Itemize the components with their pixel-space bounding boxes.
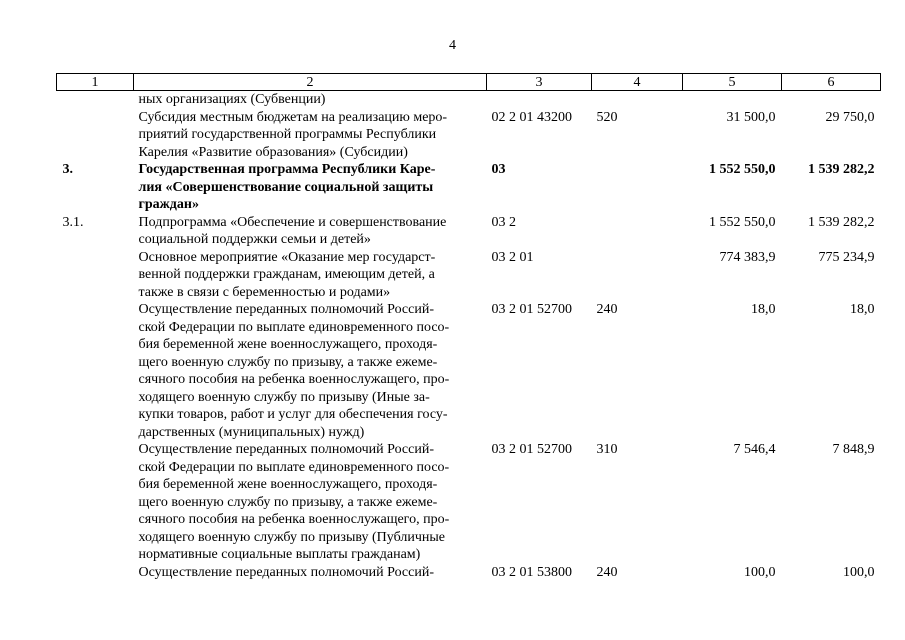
row-amount-year2-cell: 775 234,9 [818,249,875,265]
row-amount-year2-cell: 1 539 282,2 [808,162,875,177]
row-expense-type-cell: 240 [596,302,618,317]
row-number-cell [57,441,134,564]
row-code-cell: 03 2 01 52700 [491,302,572,317]
row-amount-year1-cell: 774 383,9 [719,249,776,265]
description-line: Подпрограмма «Обеспечение и совершенствование [138,214,447,230]
row-expense-type-cell: 520 [596,109,618,125]
description-line: приятий государственной программы Республики [138,127,437,142]
column-header-4: 4 [592,74,683,91]
description-line: ходящего военную службу по призыву (Иные за- [138,389,430,405]
description-line: ской Федерации по выплате единовременного посо- [138,319,450,335]
row-number-cell: 3.1. [62,214,84,230]
table-row [57,91,881,109]
description-line: сячного пособия на ребенка военнослужащего, про- [138,372,450,387]
description-line: лия «Совершенствование социальной защиты [138,179,434,195]
description-line: Осуществление переданных полномочий Россий- [138,564,435,580]
row-amount-year1-cell: 1 552 550,0 [709,214,776,230]
row-description-cell [134,564,487,582]
row-amount-year1-cell: 1 552 550,0 [709,162,776,177]
row-amount-year1-cell: 18,0 [751,302,776,317]
row-expense-type-cell [592,161,683,214]
description-line: ных организациях (Субвенции) [138,92,326,107]
column-header-6: 6 [782,74,881,91]
table-row [57,214,881,249]
row-amount-year1-cell: 7 546,4 [733,442,776,457]
description-line: Субсидия местным бюджетам на реализацию меро- [138,109,448,125]
description-line: бия беременной жене военнослужащего, проходя- [138,477,438,492]
row-expense-type-cell [592,91,683,109]
row-number-cell [57,109,134,162]
row-code-cell: 03 2 01 53800 [491,564,572,580]
row-expense-type-cell [592,214,683,249]
column-header-5: 5 [683,74,782,91]
column-header-3: 3 [487,74,592,91]
row-code-cell: 03 2 01 [491,249,534,265]
row-description-cell [134,301,487,441]
page-number: 4 [449,38,456,53]
row-amount-year2-cell: 18,0 [850,302,875,317]
description-line: ходящего военную службу по призыву (Публичные [138,529,445,545]
row-description-cell [134,441,487,564]
row-amount-year2-cell: 1 539 282,2 [808,214,875,230]
row-description-cell [134,109,487,162]
table-body [57,91,881,582]
row-expense-type-cell [592,249,683,302]
description-line: венной поддержки гражданам, имеющим детей, а [138,267,435,282]
budget-table [56,73,881,581]
table-row [57,564,881,582]
row-code-cell [487,91,592,109]
row-expense-type-cell: 310 [596,442,618,457]
description-line: Осуществление переданных полномочий Россий- [138,302,435,317]
description-line: купки товаров, работ и услуг для обеспечения госу- [138,407,448,422]
row-amount-year2-cell [782,91,881,109]
description-line: щего военную службу по призыву, а также ежеме- [138,494,438,510]
row-description-cell [134,91,487,109]
row-number-cell: 3. [62,162,73,177]
description-line: Осуществление переданных полномочий Россий- [138,442,435,457]
description-line: бия беременной жене военнослужащего, проходя- [138,337,438,352]
column-header-2: 2 [134,74,487,91]
description-line: социальной поддержки семьи и детей» [138,232,371,247]
column-number-row [57,74,881,91]
description-line: нормативные социальные выплаты гражданам) [138,547,421,562]
row-description-cell [134,249,487,302]
row-code-cell: 03 2 01 52700 [491,442,572,457]
table-row [57,441,881,564]
description-line: дарственных (муниципальных) нужд) [138,424,365,440]
row-code-cell: 02 2 01 43200 [491,109,572,125]
table-row [57,249,881,302]
table-row [57,109,881,162]
row-code-cell: 03 [491,162,506,177]
row-number-cell [57,301,134,441]
row-amount-year2-cell: 7 848,9 [832,442,875,457]
description-line: также в связи с беременностью и родами» [138,284,391,300]
row-amount-year1-cell: 31 500,0 [726,109,776,125]
description-line: щего военную службу по призыву, а также ежеме- [138,354,438,370]
row-amount-year2-cell: 29 750,0 [825,109,875,125]
row-description-cell [134,214,487,249]
row-number-cell [57,564,134,582]
description-line: Карелия «Развитие образования» (Субсидии) [138,144,408,160]
row-amount-year1-cell [683,91,782,109]
description-line: Государственная программа Республики Каре- [138,162,436,177]
description-line: ской Федерации по выплате единовременного посо- [138,459,450,475]
row-description-cell [134,161,487,214]
description-line: граждан» [138,197,199,212]
column-header-1: 1 [57,74,134,91]
description-line: Основное мероприятие «Оказание мер государст- [138,249,436,265]
row-expense-type-cell: 240 [596,564,618,580]
table-row [57,161,881,214]
row-amount-year1-cell: 100,0 [744,564,776,580]
row-number-cell [57,91,134,109]
row-amount-year2-cell: 100,0 [843,564,875,580]
row-number-cell [57,249,134,302]
row-code-cell: 03 2 [491,214,516,230]
description-line: сячного пособия на ребенка военнослужащего, про- [138,512,450,527]
table-row [57,301,881,441]
